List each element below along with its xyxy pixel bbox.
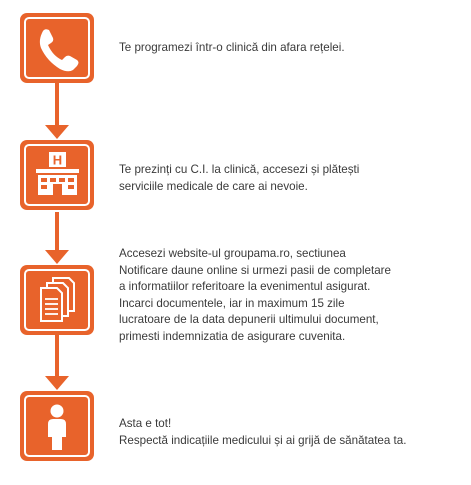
step-1-icon-box: [20, 13, 94, 83]
step-2-text: [119, 162, 464, 195]
step-2-line-2: serviciile medicale de care ai nevoie.: [119, 179, 308, 193]
phone-icon: [20, 13, 94, 83]
hospital-icon: [20, 140, 94, 210]
step-3-line-3: a informatiilor referitoare la evenimentul asigurat.: [119, 280, 371, 293]
step-4-line-1: Asta e tot!: [119, 417, 172, 430]
step-4-line-2: Respectă indicațiile medicului și ai grijă de sănătatea ta.: [119, 433, 407, 447]
step-3-text: [119, 246, 464, 345]
step-1-text: [119, 40, 464, 57]
step-3-line-1: Accesezi website-ul groupama.ro, sectiunea: [119, 247, 346, 260]
arrow-down-icon: [45, 376, 69, 390]
step-3-line-5: lucratoare de la data depunerii ultimului document,: [119, 313, 379, 326]
step-4-text: [119, 416, 464, 449]
documents-icon: [20, 265, 94, 335]
step-3-line-2: Notificare daune online si urmezi pasii de completare: [119, 263, 391, 277]
step-1-line-1: Te programezi într-o clinică din afara rețelei.: [119, 41, 345, 54]
svg-text:H: H: [52, 152, 63, 168]
step-3-icon-box: [20, 265, 94, 335]
step-2-icon-box: [20, 140, 94, 210]
arrow-down-icon: [45, 125, 69, 139]
person-icon: [20, 391, 94, 461]
step-2-line-1: Te prezinți cu C.I. la clinică, accesezi și plătești: [119, 163, 360, 176]
step-4-icon-box: [20, 391, 94, 461]
step-3-line-4: Incarci documentele, iar in maximum 15 zile: [119, 296, 345, 310]
step-3-line-6: primesti indemnizatia de asigurare cuvenita.: [119, 329, 346, 343]
arrow-down-icon: [45, 250, 69, 264]
